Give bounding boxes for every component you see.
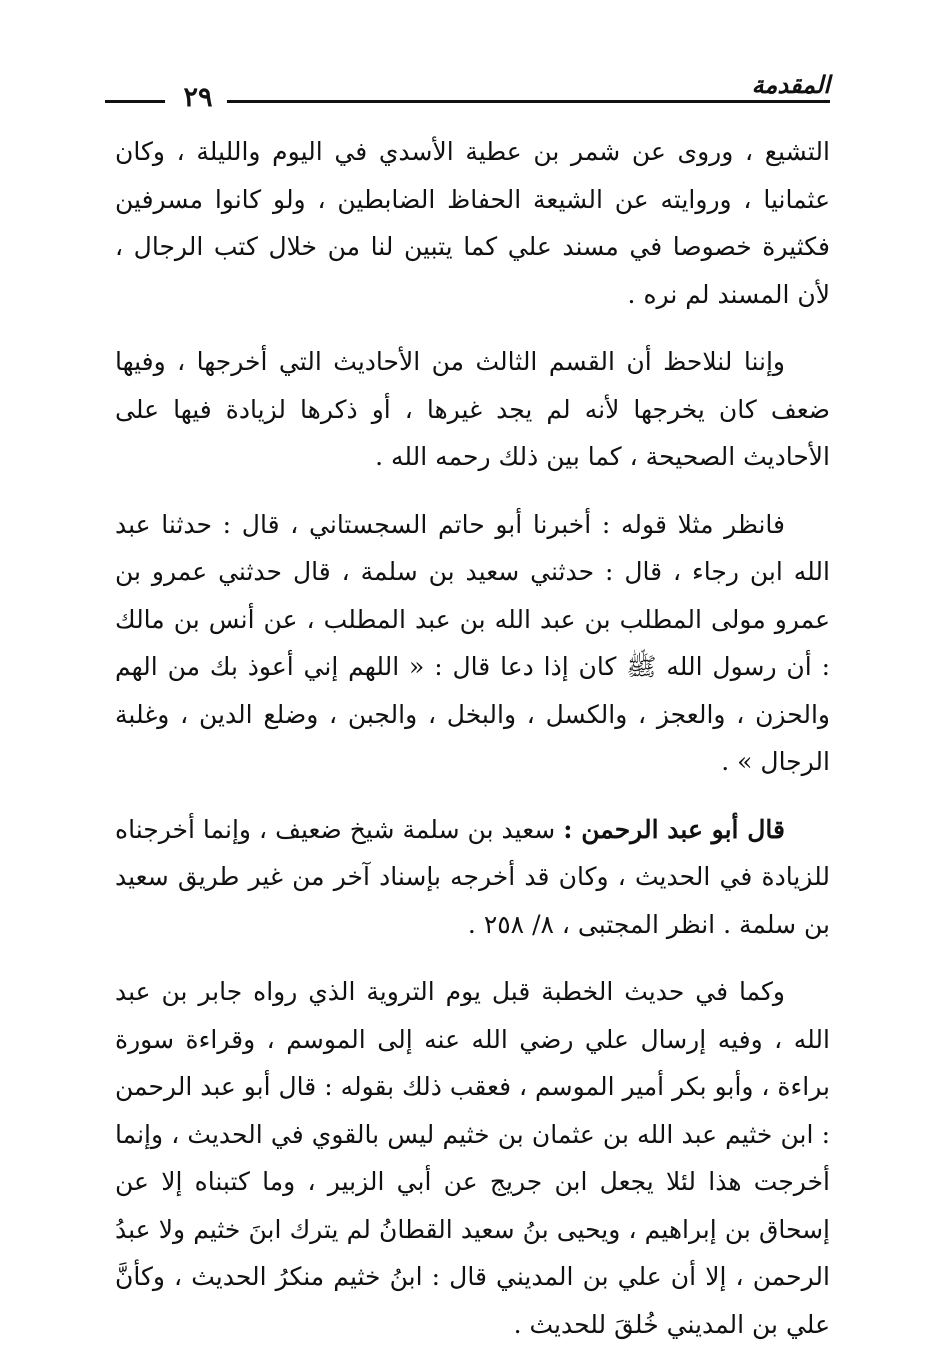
page-number: ٢٩ — [175, 82, 221, 113]
paragraph-2 — [115, 338, 830, 481]
paragraph-1 — [115, 128, 830, 318]
paragraph-text: التشيع ، وروى عن شمر بن عطية الأسدي في اليوم والليلة ، وكان عثمانيا ، وروايته عن الشيعة الحفاظ الضابطين ، ولو كانوا مسرفين فكثيرة خصوصا في مسند علي كما يتبين لنا من خلال كتب الرجال ، لأن المسند لم نره . — [115, 137, 830, 309]
paragraph-3 — [115, 501, 830, 786]
running-title: المقدمة — [751, 70, 830, 99]
header-rule-left — [105, 100, 165, 103]
paragraph-text: سعيد بن سلمة شيخ ضعيف ، وإنما أخرجناه للزيادة في الحديث ، وكان قد أخرجه بإسناد آخر من غير طريق سعيد بن سلمة . انظر المجتبى ، ٨/ ٢٥٨ . — [115, 814, 830, 939]
page-body — [115, 128, 830, 1368]
paragraph-5 — [115, 968, 830, 1348]
paragraph-text: وإننا لنلاحظ أن القسم الثالث من الأحاديث التي أخرجها ، وفيها ضعف كان يخرجها لأنه لم يجد غيرها ، أو ذكرها لزيادة فيها على الأحاديث الصحيحة ، كما بين ذلك رحمه الله . — [115, 347, 830, 471]
page-header — [105, 70, 830, 120]
header-rule-right — [227, 100, 830, 103]
paragraph-text: وكما في حديث الخطبة قبل يوم التروية الذي رواه جابر بن عبد الله ، وفيه إرسال علي رضي الله عنه إلى الموسم ، وقراءة سورة براءة ، وأبو بكر أمير الموسم ، فعقب ذلك بقوله : قال أبو عبد الرحمن : ابن خثيم عبد الله بن عثمان بن خثيم ليس بالقوي في الحديث ، وإنما أخرجت هذا لئلا يجعل ابن جريج عن أبي الزبير ، وما كتبناه إلا عن إسحاق بن إبراهيم ، ويحيى بنُ سعيد القطانُ لم يترك ابنَ خثيم ولا عبدُ الرحمن ، إلا أن علي بن المديني قال : ابنُ خثيم منكرُ الحديث ، وكأنَّ علي بن المديني خُلقَ للحديث . — [114, 977, 830, 1339]
paragraph-text: فانظر مثلا قوله : أخبرنا أبو حاتم السجستاني ، قال : حدثنا عبد الله ابن رجاء ، قال : حدثني سعيد بن سلمة ، قال حدثني عمرو بن عمرو مولى المطلب بن عبد الله بن عبد المطلب ، عن أنس بن مالك : أن رسول الله ﷺ كان إذا دعا قال : « اللهم إني أعوذ بك من الهم والحزن ، والعجز ، والكسل ، والبخل ، والجبن ، وضلع الدين ، وغلبة الرجال » . — [115, 509, 830, 776]
paragraph-lead: قال أبو عبد الرحمن : — [563, 814, 785, 844]
paragraph-4 — [115, 806, 830, 949]
